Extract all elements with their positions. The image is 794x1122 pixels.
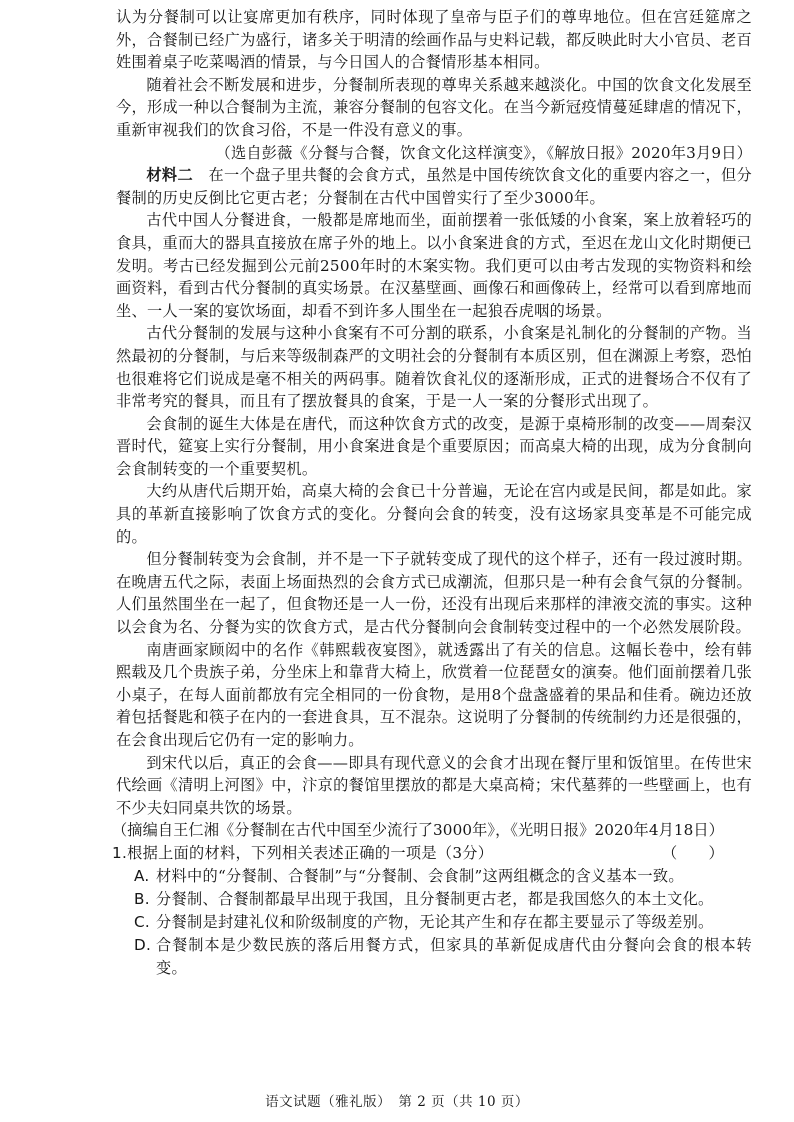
option-label: A. <box>134 866 150 885</box>
option-text: 合餐制本是少数民族的落后用餐方式，但家具的革新促成唐代由分餐向会食的根本转变。 <box>156 935 752 977</box>
material-first-text: 在一个盘子里共餐的会食方式，虽然是中国传统饮食文化的重要内容之一，但分餐制的历史反倒比它更古老；分餐制在古代中国曾实行了至少3000年。 <box>116 166 752 207</box>
question-number: 1. <box>112 843 128 862</box>
paragraph: 会食制的诞生大体是在唐代，而这种饮食方式的改变，是源于桌椅形制的改变——周秦汉晋时代，筵宴上实行分餐制，用小食案进食是个重要原因；而高桌大椅的出现，成为分食制向会食制转变的一个重要契机。 <box>116 414 752 478</box>
option-text: 分餐制是封建礼仪和阶级制度的产物，无论其产生和存在都主要显示了等级差别。 <box>156 912 714 931</box>
question-prompt: 根据上面的材料，下列相关表述正确的一项是（3分） <box>127 843 494 862</box>
paragraph: 南唐画家顾闳中的名作《韩熙载夜宴图》，就透露出了有关的信息。这幅长卷中，绘有韩熙载及几个贵族子弟，分坐床上和靠背大椅上，欣赏着一位琵琶女的演奏。他们面前摆着几张小桌子，在每人面前都放有完全相同的一份食物，是用8个盘盏盛着的果品和佳肴。碗边还放着包括餐匙和筷子在内的一套进食具，互不混杂。这说明了分餐制的传统制约力还是很强的，在会食出现后它仍有一定的影响力。 <box>116 640 752 749</box>
paragraph: 随着社会不断发展和进步，分餐制所表现的尊卑关系越来越淡化。中国的饮食文化发展至今，形成一种以合餐制为主流，兼容分餐制的包容文化。在当今新冠疫情蔓延肆虐的情况下，重新审视我们的饮食习俗，不是一件没有意义的事。 <box>116 75 752 139</box>
material-two-intro <box>116 164 752 209</box>
option-d <box>134 934 752 980</box>
question-stem <box>112 842 752 865</box>
paragraph: 到宋代以后，真正的会食——即具有现代意义的会食才出现在餐厅里和饭馆里。在传世宋代绘画《清明上河图》中，汴京的餐馆里摆放的都是大桌高椅；宋代墓葬的一些壁画上，也有不少夫妇同桌共饮的场景。 <box>116 753 752 817</box>
option-label: B. <box>134 889 150 908</box>
option-a <box>134 865 752 888</box>
exam-page <box>112 6 752 980</box>
page-footer: 语文试题（雅礼版） 第 2 页（共 10 页） <box>265 1094 529 1110</box>
option-c <box>134 911 752 934</box>
question-text <box>112 842 493 865</box>
option-label: C. <box>134 912 151 931</box>
paragraph: 大约从唐代后期开始，高桌大椅的会食已十分普遍，无论在宫内或是民间，都是如此。家具的革新直接影响了饮食方式的变化。分餐向会食的转变，没有这场家具变革是不可能完成的。 <box>116 482 752 546</box>
material-label: 材料二 <box>146 166 193 185</box>
paragraph: 但分餐制转变为会食制，并不是一下子就转变成了现代的这个样子，还有一段过渡时期。在晚唐五代之际，表面上场面热烈的会食方式已成潮流，但那只是一种有会食气氛的分餐制。人们虽然围坐在一起了，但食物还是一人一份，还没有出现后来那样的津液交流的事实。这种以会食为名、分餐为实的饮食方式，是古代分餐制向会食制转变过程中的一个必然发展阶段。 <box>116 550 752 637</box>
option-label: D. <box>134 935 152 954</box>
source-citation: （摘编自王仁湘《分餐制在古代中国至少流行了3000年》，《光明日报》2020年4月18日） <box>112 821 724 840</box>
option-text: 材料中的“分餐制、合餐制”与“分餐制、会食制”这两组概念的含义基本一致。 <box>156 866 684 885</box>
paragraph: 古代中国人分餐进食，一般都是席地而坐，面前摆着一张低矮的小食案，案上放着轻巧的食具，重而大的器具直接放在席子外的地上。以小食案进食的方式，至迟在龙山文化时期便已发明。考古已经发掘到公元前2500年时的木案实物。我们更可以由考古发现的实物资料和绘画资料，看到古代分餐制的真实场景。在汉墓壁画、画像石和画像砖上，经常可以看到席地而坐、一人一案的宴饮场面，却看不到许多人围坐在一起狼吞虎咽的场景。 <box>116 211 752 320</box>
paragraph: 认为分餐制可以让宴席更加有秩序，同时体现了皇帝与臣子们的尊卑地位。但在宫廷筵席之外，合餐制已经广为盛行，诸多关于明清的绘画作品与史料记载，都反映此时大小官员、老百姓围着桌子吃菜喝酒的情景，与今日国人的合餐情形基本相同。 <box>116 8 752 72</box>
answer-blank: （ ） <box>662 843 724 862</box>
source-citation: （选自彭薇《分餐与合餐，饮食文化这样演变》，《解放日报》2020年3月9日） <box>215 143 752 162</box>
paragraph: 古代分餐制的发展与这种小食案有不可分割的联系，小食案是礼制化的分餐制的产物。当然最初的分餐制，与后来等级制森严的文明社会的分餐制有本质区别，但在渊源上考察，恐怕也很难将它们说成是毫不相关的两码事。随着饮食礼仪的逐渐形成，正式的进餐场合不仅有了非常考究的餐具，而且有了摆放餐具的食案，于是一人一案的分餐形式出现了。 <box>116 324 752 411</box>
option-text: 分餐制、合餐制都最早出现于我国，且分餐制更古老，都是我国悠久的本土文化。 <box>156 889 714 908</box>
option-b <box>134 888 752 911</box>
